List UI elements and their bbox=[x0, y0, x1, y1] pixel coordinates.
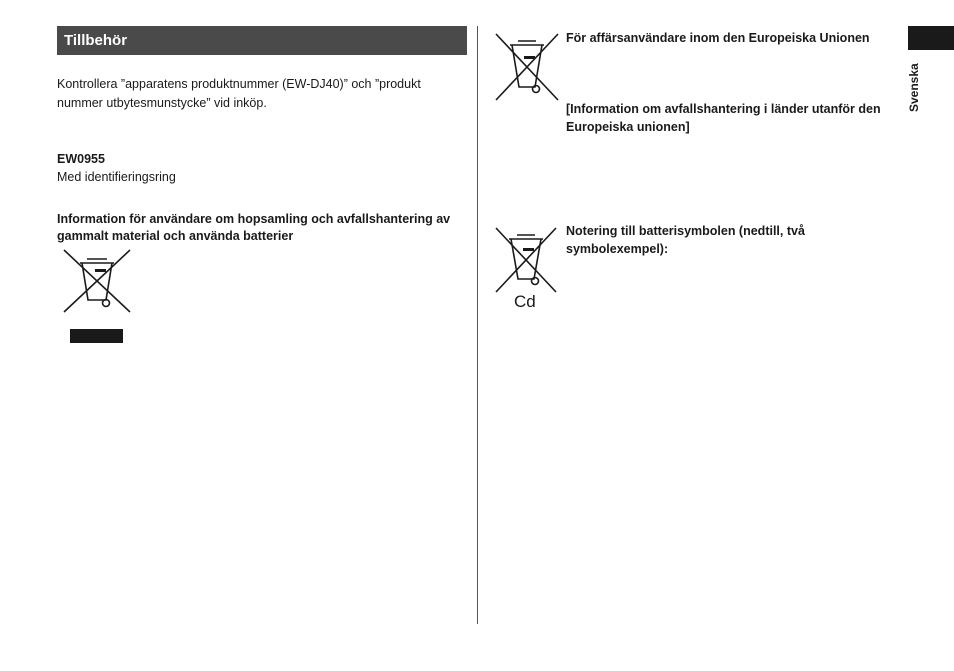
part-number: EW0955 bbox=[57, 152, 105, 166]
language-tab bbox=[908, 26, 954, 50]
crossed-bin-icon-battery bbox=[494, 226, 558, 294]
cadmium-symbol-label: Cd bbox=[514, 292, 536, 311]
intro-paragraph: Kontrollera ”apparatens produktnummer (EW-DJ40)” och ”produkt nummer utbytesmunstycke” vid inköp. bbox=[57, 77, 421, 110]
part-description: Med identifieringsring bbox=[57, 170, 176, 184]
section-title-accessories: Tillbehör bbox=[57, 26, 467, 55]
column-divider bbox=[477, 26, 478, 624]
separate-collection-bar bbox=[70, 329, 123, 343]
language-label: Svenska bbox=[907, 63, 921, 112]
battery-note-heading: Notering till batterisymbolen (nedtill, två symbolexempel): bbox=[566, 224, 805, 256]
outside-eu-heading: [Information om avfallshantering i länder utanför den Europeiska unionen] bbox=[566, 102, 881, 134]
disposal-heading: Information för användare om hopsamling och avfallshantering av gammalt material och använda batterier bbox=[57, 212, 451, 243]
crossed-bin-icon bbox=[62, 248, 132, 314]
business-eu-heading: För affärsanvändare inom den Europeiska Unionen bbox=[566, 31, 870, 45]
crossed-bin-icon-business bbox=[494, 32, 560, 102]
